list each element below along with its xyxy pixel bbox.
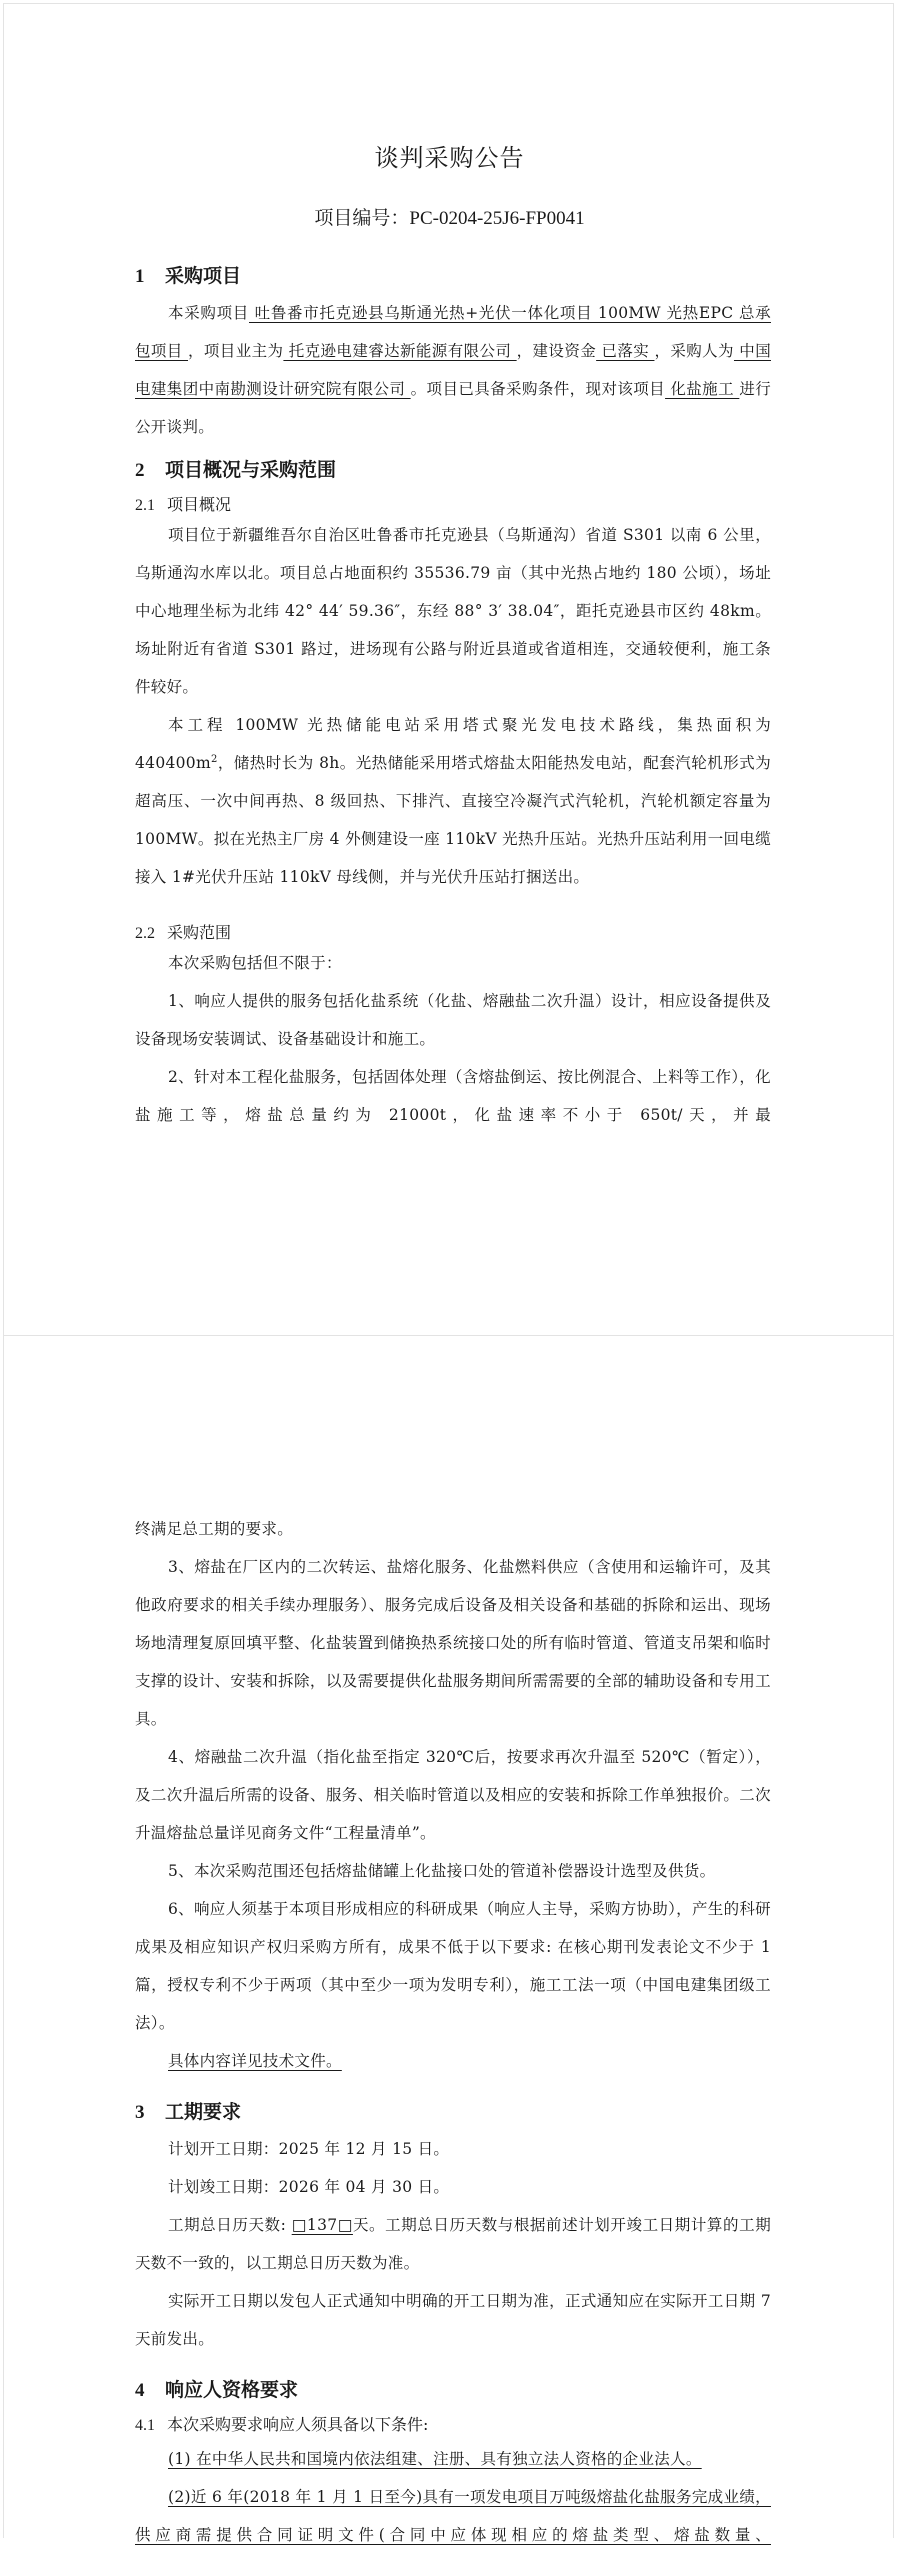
scope-item-3: 3、熔盐在厂区内的二次转运、盐熔化服务、化盐燃料供应（含使用和运输许可，及其他政府要求的相关手续办理服务）、服务完成后设备及相关设备和基础的拆除和运出、现场场地清理复原回填平整、化盐装置到储换热系统接口处的所有临时管道、管道支吊架和临时支撑的设计、安装和拆除，以及需要提供化盐服务期间所需需要的全部的辅助设备和专用工具。 (135, 1558, 771, 1728)
procurement-subject: 化盐施工 (665, 380, 740, 398)
project-number (0, 203, 899, 230)
scope-item-4: 4、熔融盐二次升温（指化盐至指定 320℃后，按要求再次升温至 520℃（暂定）），及二次升温后所需的设备、服务、相关临时管道以及相应的安装和拆除工作单独报价。二次升温熔盐总量详见商务文件“工程量清单”。 (135, 1748, 771, 1842)
project-overview-paragraph-2: 本工程 100MW 光热储能电站采用塔式聚光发电技术路线，集热面积为 $440400m^2$，储热时长为 8h。光热储能采用塔式熔盐太阳能热发电站，配套汽轮机形式为超高压、一次中间再热、8 级回热、下排汽、直接空冷凝汽式汽轮机，汽轮机额定容量为 100MW。拟在光热主厂房 4 外侧建设一座 110kV 光热升压站。光热升压站利用一回电缆接入 1#光伏升压站 110kV 母线侧，并与光伏升压站打捆送出。 (135, 716, 771, 886)
actual-start-note: 实际开工日期以发包人正式通知中明确的开工日期为准，正式通知应在实际开工日期 7 天前发出。 (135, 2292, 771, 2348)
page-1-body (135, 258, 771, 1134)
section-1-heading: 1 采购项目 (135, 265, 242, 287)
purchaser: 中国电建集团中南勘测设计研究院有限公司 (135, 342, 771, 398)
scope-item-6: 6、响应人须基于本项目形成相应的科研成果（响应人主导，采购方协助），产生的科研成果及相应知识产权归采购方所有，成果不低于以下要求: 在核心期刊发表论文不少于 1 篇，授权专利不少于两项（其中至少一项为发明专利），施工工法一项（中国电建集团级工法）。 (135, 1900, 771, 2032)
page-2-body (135, 1510, 771, 2554)
project-name: 吐鲁番市托克逊县乌斯通光热+光伏一体化项目 100MW 光热EPC 总承包项目 (135, 304, 771, 360)
document-title: 谈判采购公告 (374, 144, 525, 172)
planned-start-date: 计划开工日期：2025 年 12 月 15 日。 (168, 2140, 450, 2158)
scope-item-2-continued: 终满足总工期的要求。 (135, 1520, 294, 1538)
scope-item-1: 1、响应人提供的服务包括化盐系统（化盐、熔融盐二次升温）设计，相应设备提供及设备现场安装调试、设备基础设计和施工。 (135, 992, 771, 1048)
project-number-label: 项目编号： (314, 208, 410, 229)
scope-item-5: 5、本次采购范围还包括熔盐储罐上化盐接口处的管道补偿器设计选型及供货。 (168, 1862, 716, 1880)
qualification-requirement-1: (1) 在中华人民共和国境内依法组建、注册、具有独立法人资格的企业法人。 (168, 2450, 702, 2468)
subsection-2-2-heading: 2.2 采购范围 (135, 923, 232, 942)
subsection-4-1-heading: 4.1 本次采购要求响应人须具备以下条件: (135, 2415, 429, 2434)
project-overview-paragraph-1: 项目位于新疆维吾尔自治区吐鲁番市托克逊县（乌斯通沟）省道 S301 以南 6 公里，乌斯通沟水库以北。项目总占地面积约 35536.79 亩（其中光热占地约 180 公顷），场址中心地理坐标为北纬 42° 44′ 59.36″，东经 88° 3′ 38.04″，距托克逊县市区约 48km。场址附近有省道 S301 路过，进场现有公路与附近县道或省道相连，交通较便利，施工条件较好。 (135, 526, 771, 696)
technical-docs-note: 具体内容详见技术文件。 (168, 2052, 342, 2070)
project-owner: 托克逊电建睿达新能源有限公司 (283, 342, 517, 360)
scope-item-2: 2、针对本工程化盐服务，包括固体处理（含熔盐倒运、按比例混合、上料等工作），化盐施工等，熔盐总量约为 21000t，化盐速率不小于 650t/天，并最 (135, 1068, 771, 1124)
project-number-value: PC-0204-25J6-FP0041 (409, 208, 585, 229)
funding-status: 已落实 (596, 342, 655, 360)
scope-intro: 本次采购包括但不限于： (168, 954, 342, 972)
section-4-heading: 4 响应人资格要求 (135, 2379, 299, 2401)
total-days-value: □137□ (291, 2216, 353, 2234)
planned-completion-date: 计划竣工日期：2026 年 04 月 30 日。 (168, 2178, 450, 2196)
subsection-2-1-heading: 2.1 项目概况 (135, 495, 232, 514)
section-1-paragraph: 本采购项目 吐鲁番市托克逊县乌斯通光热+光伏一体化项目 100MW 光热EPC 总承包项目 ，项目业主为 托克逊电建睿达新能源有限公司 ，建设资金 已落实 ，采购人为 中国电建集团中南勘测设计研究院有限公司 。项目已具备采购条件，现对该项目 化盐施工 进行公开谈判。 (135, 304, 772, 436)
total-calendar-days: 工期总日历天数: □137□天。工期总日历天数与根据前述计划开竣工日期计算的工期天数不一致的，以工期总日历天数为准。 (135, 2216, 771, 2272)
section-2-heading: 2 项目概况与采购范围 (135, 459, 337, 481)
qualification-requirement-2: (2)近 6 年(2018 年 1 月 1 日至今)具有一项发电项目万吨级熔盐化盐服务完成业绩，供应商需提供合同证明文件(合同中应体现相应的熔盐类型、熔盐数量、 (135, 2488, 771, 2544)
section-3-heading: 3 工期要求 (135, 2101, 242, 2123)
